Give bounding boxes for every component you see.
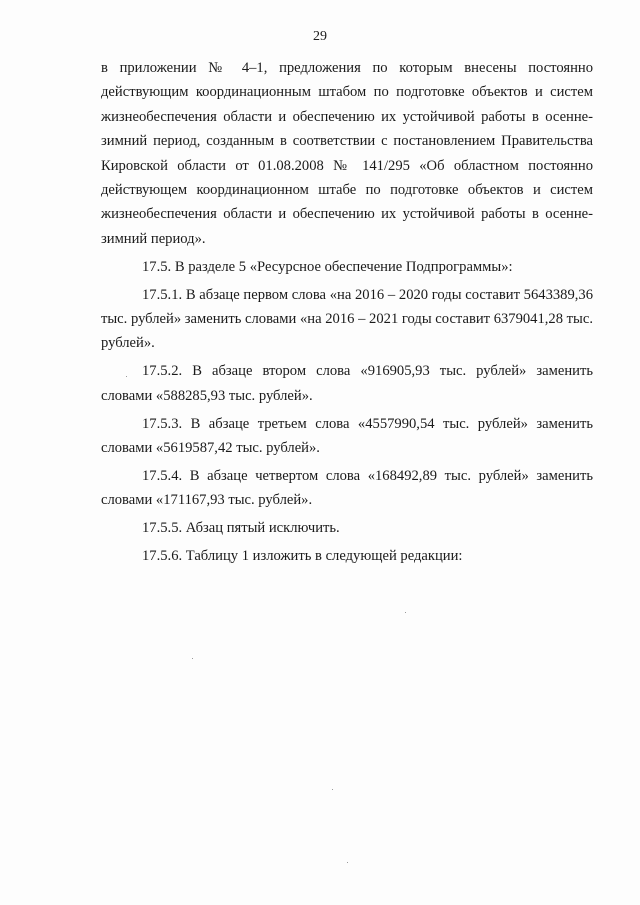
paragraph-17-5-6: 17.5.6. Таблицу 1 изложить в следующей редакции: [142, 548, 463, 565]
paragraph-17-5-5: 17.5.5. Абзац пятый исключить. [142, 520, 340, 537]
scan-speck [405, 612, 406, 613]
scan-speck [332, 789, 333, 790]
paragraph-17-5-2: 17.5.2. В абзаце втором слова «916905,93 тыс. рублей» заменить словами «588285,93 тыс. рублей». [101, 363, 593, 404]
paragraph-17-5-1: 17.5.1. В абзаце первом слова «на 2016 – 2020 годы составит 5643389,36 тыс. рублей» заменить словами «на 2016 – 2021 годы составит 6379041,28 тыс. рублей». [101, 286, 593, 352]
page-number: 29 [313, 29, 327, 44]
paragraph-17-5: 17.5. В разделе 5 «Ресурсное обеспечение Подпрограммы»: [142, 258, 513, 275]
paragraph-17-5-4: 17.5.4. В абзаце четвертом слова «168492,89 тыс. рублей» заменить словами «171167,93 тыс. рублей». [101, 468, 593, 509]
document-body [101, 56, 593, 569]
scan-speck [126, 376, 127, 377]
scan-speck [192, 658, 193, 659]
scan-speck [347, 862, 348, 863]
paragraph-17-5-3: 17.5.3. В абзаце третьем слова «4557990,54 тыс. рублей» заменить словами «5619587,42 тыс. рублей». [101, 415, 593, 457]
paragraph-continuation: в приложении № 4–1, предложения по которым внесены постоянно действующим координационным штабом по подготовке объектов и систем жизнеобеспечения области и обеспечению их устойчивой работы в осенне-зимний период, созданным в соответствии с постановлением Правительства Кировской области от 01.08.2008 № 141/295 «Об областном постоянно действующем координационном штабе по подготовке объектов и систем жизнеобеспечения области и обеспечению их устойчивой работы в осенне-зимний период». [101, 60, 593, 247]
